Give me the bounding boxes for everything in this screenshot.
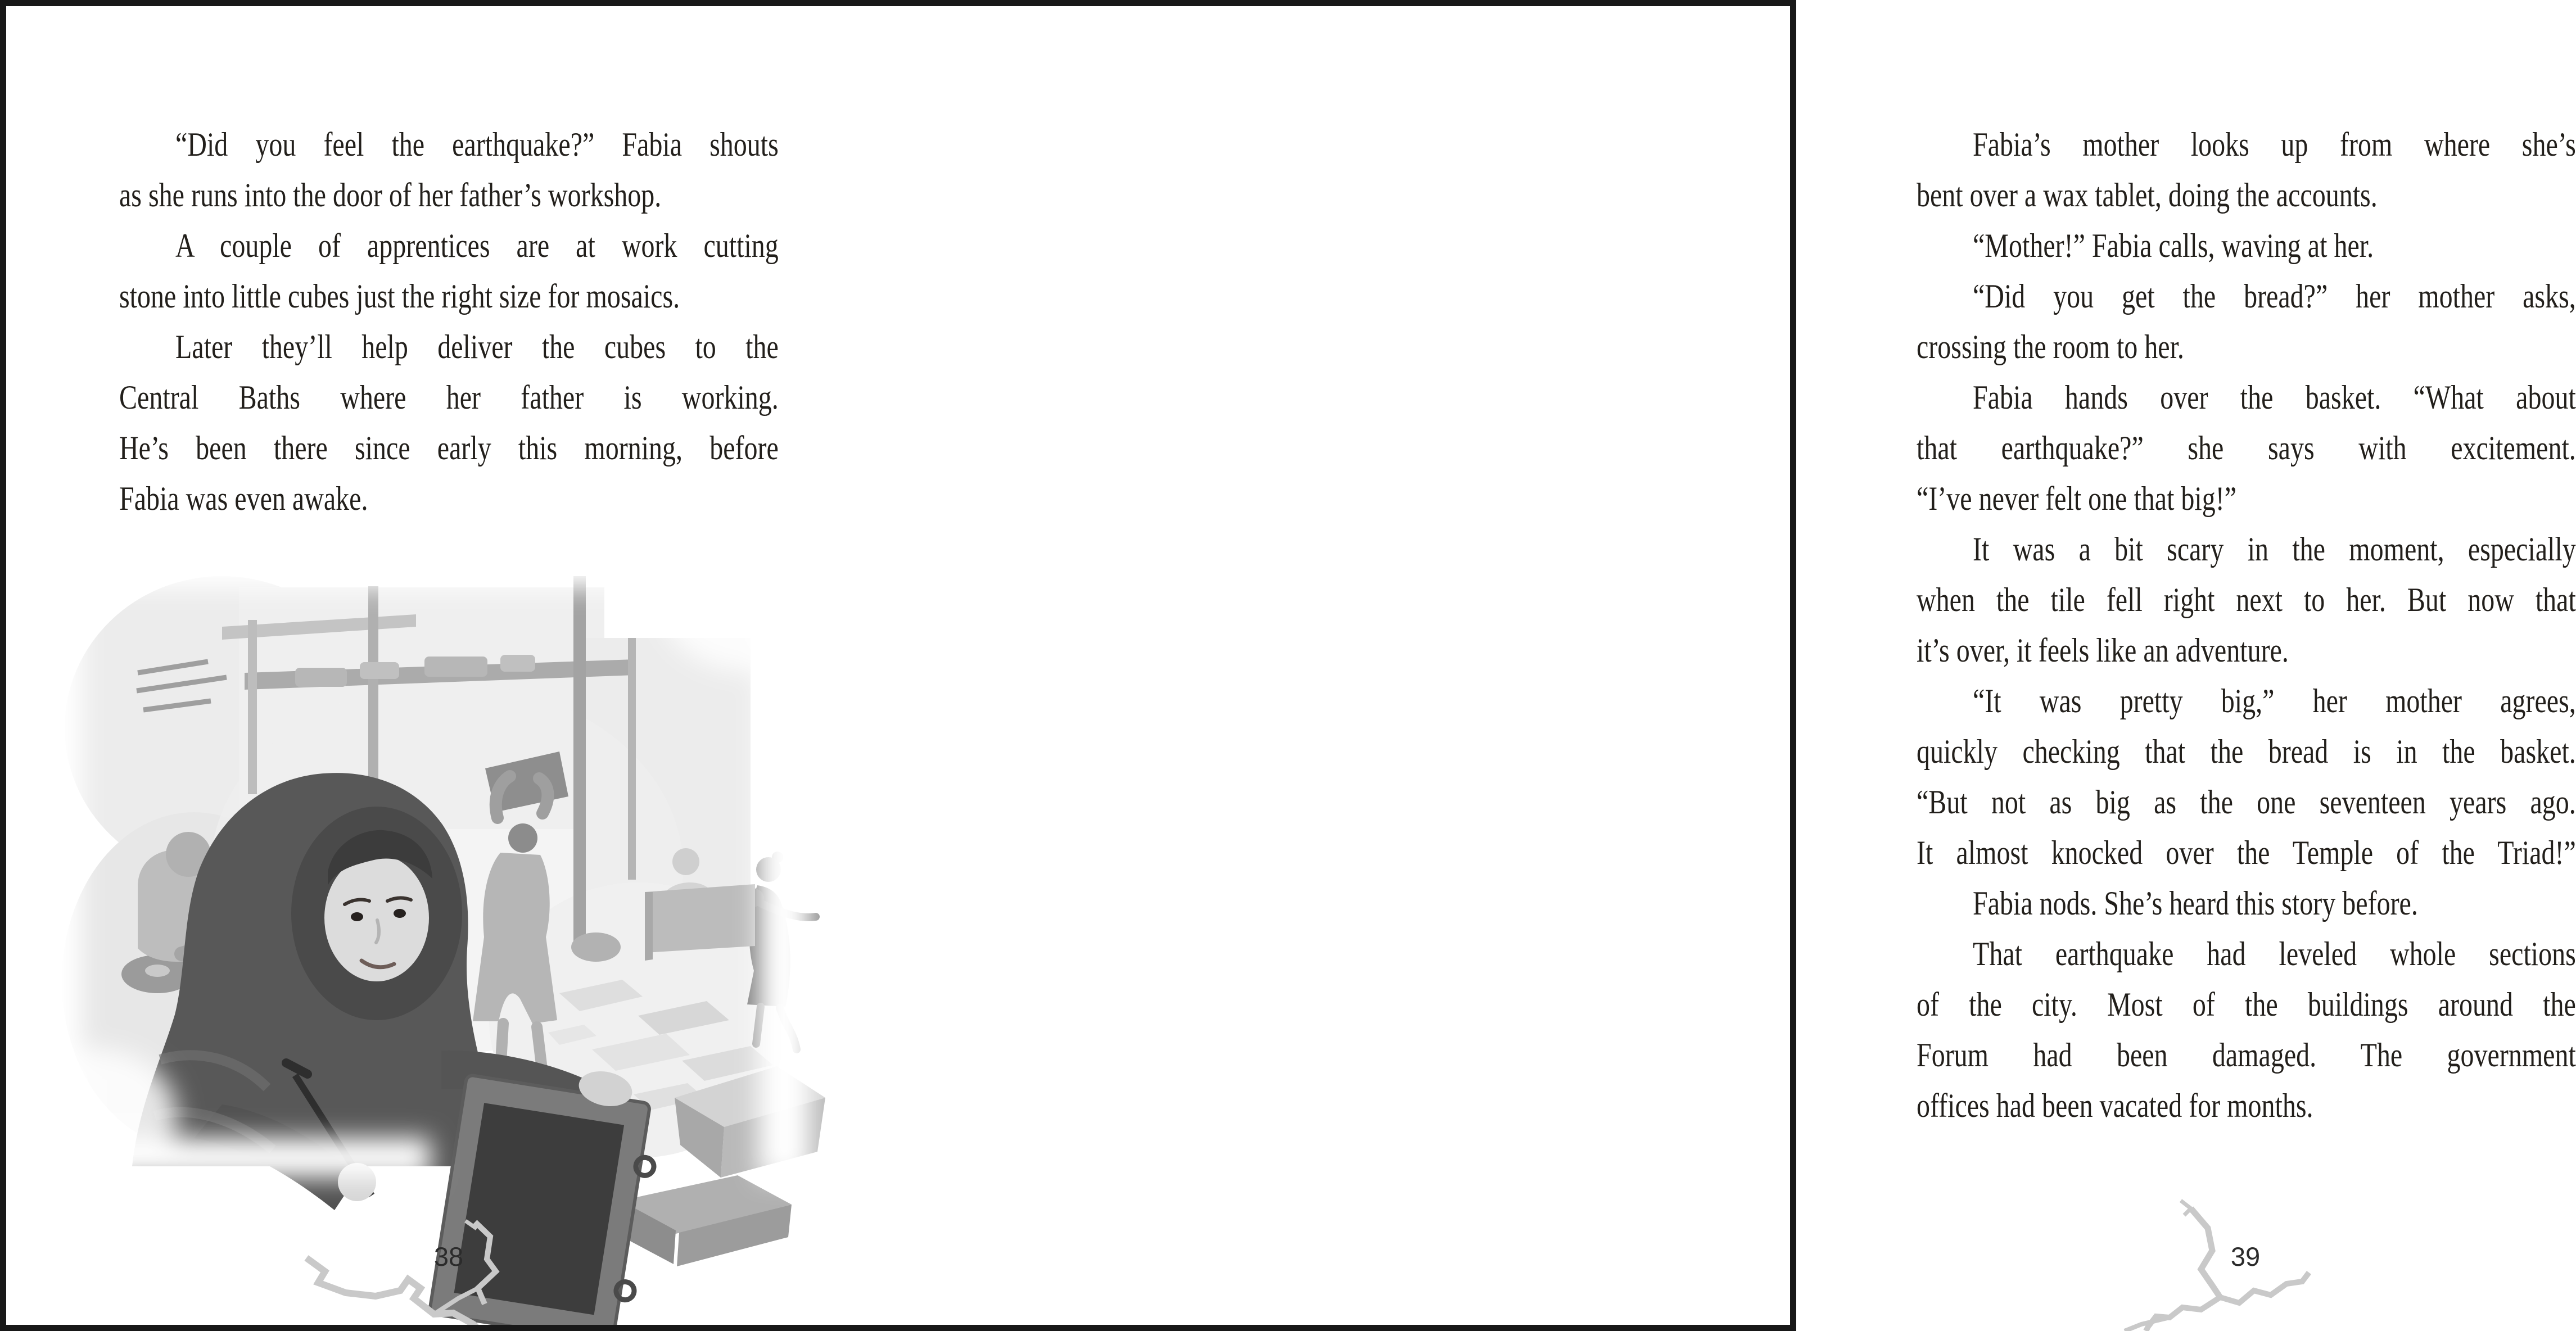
left-page-text: [119, 119, 779, 524]
text-line: “I’ve never felt one that big!”: [1917, 480, 2237, 517]
right-page-text: [1917, 119, 2575, 1131]
earthquake-crack-left: [292, 1214, 517, 1331]
text-line: “Did you feel the earthquake?” Fabia shouts: [175, 126, 779, 163]
text-line: stone into little cubes just the right size for mosaics.: [119, 278, 680, 315]
text-line: A couple of apprentices are at work cutting: [175, 227, 779, 264]
text-line: “Mother!” Fabia calls, waving at her.: [1973, 227, 2374, 264]
text-line: It almost knocked over the Temple of the Triad!”: [1917, 834, 2576, 871]
text-line: “Did you get the bread?” her mother asks,: [1973, 278, 2576, 315]
page-right: [898, 0, 2576, 1331]
text-line: as she runs into the door of her father’s workshop.: [119, 176, 662, 214]
text-line: “But not as big as the one seventeen years ago.: [1917, 784, 2576, 821]
workshop-illustration: [53, 554, 784, 1166]
text-line: it’s over, it feels like an adventure.: [1917, 632, 2289, 669]
text-line: Central Baths where her father is working.: [119, 379, 779, 416]
text-line: when the tile fell right next to her. But now that: [1917, 581, 2576, 618]
text-line: offices had been vacated for months.: [1917, 1087, 2313, 1124]
text-line: bent over a wax tablet, doing the accounts.: [1917, 176, 2378, 214]
text-line: Fabia’s mother looks up from where she’s: [1973, 126, 2576, 163]
text-line: of the city. Most of the buildings around the: [1917, 986, 2576, 1023]
text-line: That earthquake had leveled whole sections: [1973, 935, 2576, 972]
text-line: Forum had been damaged. The government: [1917, 1036, 2576, 1074]
page-number-left: 38: [433, 1242, 464, 1271]
page-left: [0, 0, 898, 1331]
fabia-face: [324, 854, 429, 981]
text-line: “It was pretty big,” her mother agrees,: [1973, 682, 2576, 719]
text-line: quickly checking that the bread is in the basket.: [1917, 733, 2576, 770]
text-line: Fabia nods. She’s heard this story before.: [1973, 885, 2418, 922]
page-number-right: 39: [2230, 1242, 2261, 1271]
text-line: Fabia hands over the basket. “What about: [1973, 379, 2576, 416]
text-line: Fabia was even awake.: [119, 480, 368, 517]
text-line: crossing the room to her.: [1917, 328, 2184, 365]
text-line: It was a bit scary in the moment, especially: [1973, 531, 2576, 568]
text-line: Later they’ll help deliver the cubes to the: [175, 328, 779, 365]
text-line: that earthquake?” she says with excitement.: [1917, 429, 2576, 467]
text-line: He’s been there since early this morning, before: [119, 429, 779, 467]
